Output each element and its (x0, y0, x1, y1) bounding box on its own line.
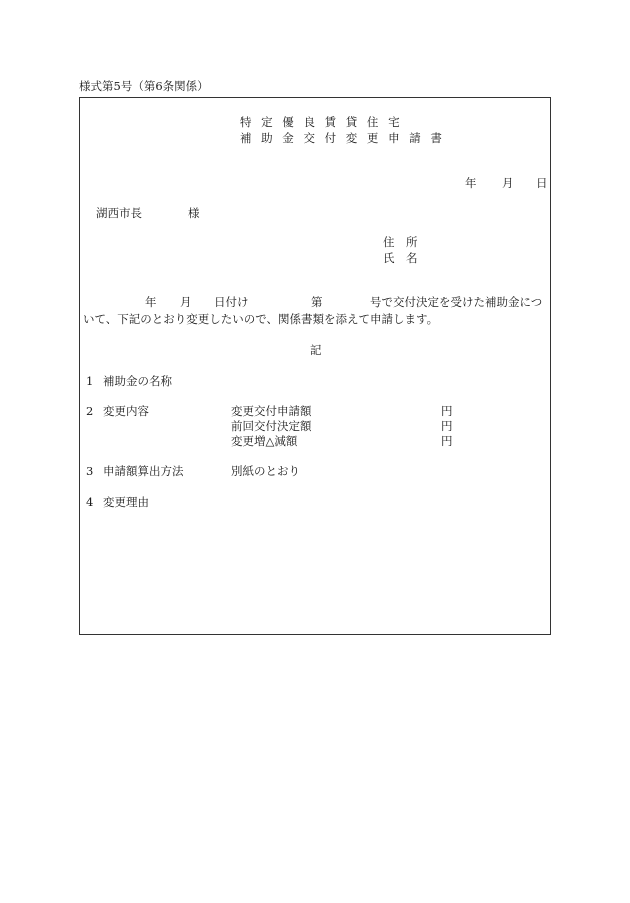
change-row-2-label: 前回交付決定額 (231, 419, 312, 433)
form-title-line1: 特 定 優 良 賃 貸 住 宅 (240, 115, 403, 129)
change-row-3-unit: 円 (441, 434, 453, 448)
body-number-prefix: 第 (311, 295, 323, 309)
item-3-label: 申請額算出方法 (103, 464, 184, 478)
change-row-1-unit: 円 (441, 404, 453, 418)
item-4-number: 4 (86, 495, 94, 509)
applicant-address-label: 住 所 (383, 235, 418, 249)
item-4-label: 変更理由 (103, 495, 149, 509)
application-form-frame (79, 97, 551, 635)
body-line2: いて、下記のとおり変更したいので、関係書類を添えて申請します。 (83, 312, 439, 326)
applicant-name-label: 氏 名 (383, 251, 418, 265)
body-year: 年 (145, 295, 157, 309)
date-year: 年 (465, 176, 477, 190)
change-row-2-unit: 円 (441, 419, 453, 433)
ki-heading: 記 (310, 343, 322, 357)
body-line1-rest: 号で交付決定を受けた補助金につ (370, 295, 543, 309)
addressee-honorific: 様 (188, 206, 200, 220)
addressee-name: 湖西市長 (96, 206, 142, 220)
item-3-value: 別紙のとおり (231, 464, 300, 478)
change-row-3-label: 変更増△減額 (231, 434, 298, 448)
change-row-1-label: 変更交付申請額 (231, 404, 312, 418)
item-3-number: 3 (86, 464, 94, 478)
item-1-label: 補助金の名称 (103, 374, 172, 388)
date-month: 月 (502, 176, 514, 190)
body-month: 月 (180, 295, 192, 309)
body-dated: 日付け (214, 295, 249, 309)
item-2-number: 2 (86, 404, 94, 418)
item-1-number: 1 (86, 374, 94, 388)
date-day: 日 (536, 176, 548, 190)
form-number-label: 様式第5号（第6条関係） (79, 79, 209, 93)
item-2-label: 変更内容 (103, 404, 149, 418)
form-title-line2: 補 助 金 交 付 変 更 申 請 書 (240, 131, 445, 145)
